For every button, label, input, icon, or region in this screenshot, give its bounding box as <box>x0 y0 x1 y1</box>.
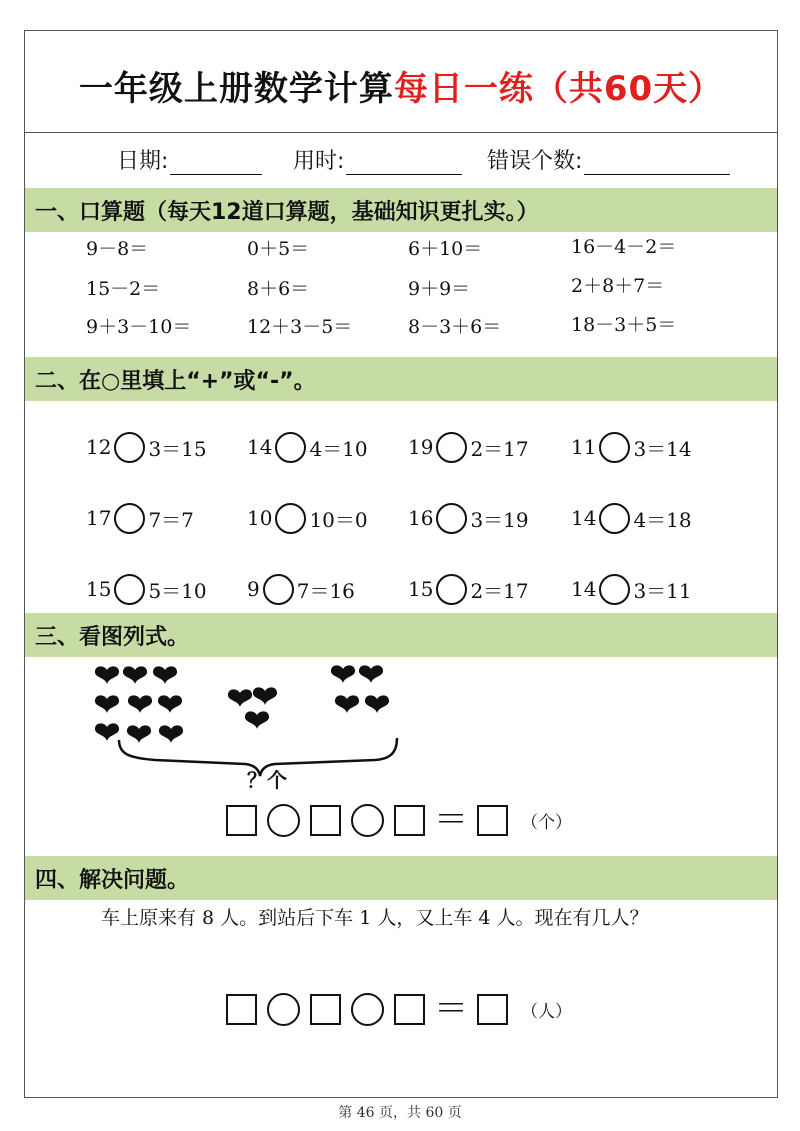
fill-left: 10 <box>247 506 273 530</box>
operator-circle[interactable] <box>351 804 384 837</box>
fill-row-3 <box>25 569 777 609</box>
fill-right: 4＝18 <box>633 507 692 532</box>
heart-icon <box>123 666 147 684</box>
oral-problem-8: 2＋8＋7＝ <box>571 275 665 297</box>
answer-circle[interactable] <box>599 503 630 534</box>
section2-heading-text: 二、在○里填上“+”或“-”。 <box>35 369 316 394</box>
fill-item-1 <box>86 427 207 467</box>
unit-label: （个） <box>521 812 572 833</box>
meta-row <box>25 134 777 184</box>
fill-left: 16 <box>408 506 434 530</box>
operator-circle[interactable] <box>267 993 300 1026</box>
heart-icon <box>253 687 277 705</box>
section2-heading <box>25 357 777 401</box>
title-area <box>25 31 777 133</box>
fill-left: 14 <box>571 506 597 530</box>
heart-icon <box>158 695 182 713</box>
fill-right: 3＝15 <box>148 436 207 461</box>
fill-right: 3＝19 <box>470 507 529 532</box>
answer-box[interactable] <box>226 994 257 1025</box>
heart-icon <box>128 695 152 713</box>
fill-left: 9 <box>247 577 260 601</box>
fill-right: 5＝10 <box>148 578 207 603</box>
date-field[interactable] <box>117 144 262 175</box>
fill-item-4 <box>571 427 692 467</box>
answer-circle[interactable] <box>436 574 467 605</box>
answer-box[interactable] <box>226 805 257 836</box>
answer-circle[interactable] <box>599 574 630 605</box>
oral-problem-6: 8＋6＝ <box>247 278 310 300</box>
heart-group-middle <box>228 687 277 729</box>
fill-right: 7＝16 <box>296 578 355 603</box>
fill-left: 11 <box>571 435 597 459</box>
heart-icon <box>95 695 119 713</box>
fill-row-2 <box>25 498 777 538</box>
oral-problem-2: 0＋5＝ <box>247 238 310 260</box>
answer-circle[interactable] <box>114 574 145 605</box>
heart-icon <box>127 725 151 743</box>
fill-item-6 <box>247 498 368 538</box>
heart-icon <box>245 711 269 729</box>
answer-circle[interactable] <box>275 432 306 463</box>
fill-right: 2＝17 <box>470 578 529 603</box>
equation-row-section4 <box>221 989 572 1029</box>
fill-item-7 <box>408 498 529 538</box>
fill-left: 12 <box>86 435 112 459</box>
page-footer: 第 46 页，共 60 页 <box>338 1105 462 1121</box>
fill-right: 2＝17 <box>470 436 529 461</box>
title-main: 一年级上册数学计算 <box>78 69 394 109</box>
fill-right: 7＝7 <box>148 507 194 532</box>
operator-circle[interactable] <box>267 804 300 837</box>
worksheet-frame <box>24 30 778 1098</box>
oral-problem-11: 8－3＋6＝ <box>408 316 502 338</box>
time-field[interactable] <box>293 144 462 175</box>
title-highlight: 每日一练（共60天） <box>393 69 724 109</box>
fill-left: 15 <box>86 577 112 601</box>
fill-right: 10＝0 <box>309 507 368 532</box>
oral-problem-12: 18－3＋5＝ <box>571 314 677 336</box>
date-blank[interactable] <box>170 153 262 175</box>
oral-problem-10: 12＋3－5＝ <box>247 316 353 338</box>
heart-icon <box>331 665 355 683</box>
fill-left: 14 <box>571 577 597 601</box>
oral-problem-9: 9＋3－10＝ <box>86 316 192 338</box>
fill-left: 14 <box>247 435 273 459</box>
fill-left: 15 <box>408 577 434 601</box>
answer-box[interactable] <box>394 805 425 836</box>
equation-row-section3 <box>221 800 572 840</box>
answer-circle[interactable] <box>436 503 467 534</box>
time-label: 用时: <box>293 149 345 174</box>
fill-item-3 <box>408 427 529 467</box>
errors-label: 错误个数: <box>487 149 583 174</box>
fill-item-12 <box>571 569 692 609</box>
page-title <box>25 61 777 110</box>
unit-label: （人） <box>521 1001 572 1022</box>
fill-row-1 <box>25 427 777 467</box>
oral-problem-1: 9－8＝ <box>86 238 149 260</box>
answer-box[interactable] <box>310 805 341 836</box>
answer-box[interactable] <box>394 994 425 1025</box>
section1-heading <box>25 188 777 232</box>
heart-icon <box>95 723 119 741</box>
answer-box[interactable] <box>310 994 341 1025</box>
fill-item-2 <box>247 427 368 467</box>
fill-right: 3＝14 <box>633 436 692 461</box>
answer-circle[interactable] <box>114 503 145 534</box>
fill-item-11 <box>408 569 529 609</box>
fill-left: 19 <box>408 435 434 459</box>
errors-field[interactable] <box>487 144 730 175</box>
heart-icon <box>335 695 359 713</box>
answer-circle[interactable] <box>599 432 630 463</box>
fill-left: 17 <box>86 506 112 530</box>
errors-blank[interactable] <box>584 153 730 175</box>
oral-problem-3: 6＋10＝ <box>408 238 483 260</box>
operator-circle[interactable] <box>351 993 384 1026</box>
fill-item-10 <box>247 569 355 609</box>
heart-icon <box>159 725 183 743</box>
brace-label: ？个 <box>247 768 287 792</box>
fill-right: 3＝11 <box>633 578 692 603</box>
heart-icon <box>359 665 383 683</box>
oral-problem-5: 15－2＝ <box>86 278 161 300</box>
answer-box[interactable] <box>477 805 508 836</box>
section4-heading-text: 四、解决问题。 <box>35 868 190 893</box>
heart-icon <box>228 689 252 707</box>
section1-heading-text: 一、口算题（每天12道口算题，基础知识更扎实。） <box>35 200 539 225</box>
word-problem: 车上原来有 8 人。到站后下车 1 人，又上车 4 人。现在有几人？ <box>101 907 649 929</box>
oral-problem-4: 16－4－2＝ <box>571 236 677 258</box>
fill-item-8 <box>571 498 692 538</box>
equals-sign: ＝ <box>434 989 468 1029</box>
answer-circle[interactable] <box>263 574 294 605</box>
heart-icon <box>153 666 177 684</box>
oral-problem-7: 9＋9＝ <box>408 278 471 300</box>
date-label: 日期: <box>117 149 169 174</box>
heart-group-left <box>95 666 183 743</box>
equals-sign: ＝ <box>434 800 468 840</box>
heart-icon <box>365 695 389 713</box>
answer-circle[interactable] <box>275 503 306 534</box>
section4-heading <box>25 856 777 900</box>
answer-circle[interactable] <box>436 432 467 463</box>
time-blank[interactable] <box>346 153 462 175</box>
answer-circle[interactable] <box>114 432 145 463</box>
fill-item-5 <box>86 498 194 538</box>
fill-item-9 <box>86 569 207 609</box>
section3-heading <box>25 613 777 657</box>
fill-right: 4＝10 <box>309 436 368 461</box>
section3-heading-text: 三、看图列式。 <box>35 625 190 650</box>
heart-group-right <box>331 665 389 713</box>
heart-icon <box>95 666 119 684</box>
answer-box[interactable] <box>477 994 508 1025</box>
